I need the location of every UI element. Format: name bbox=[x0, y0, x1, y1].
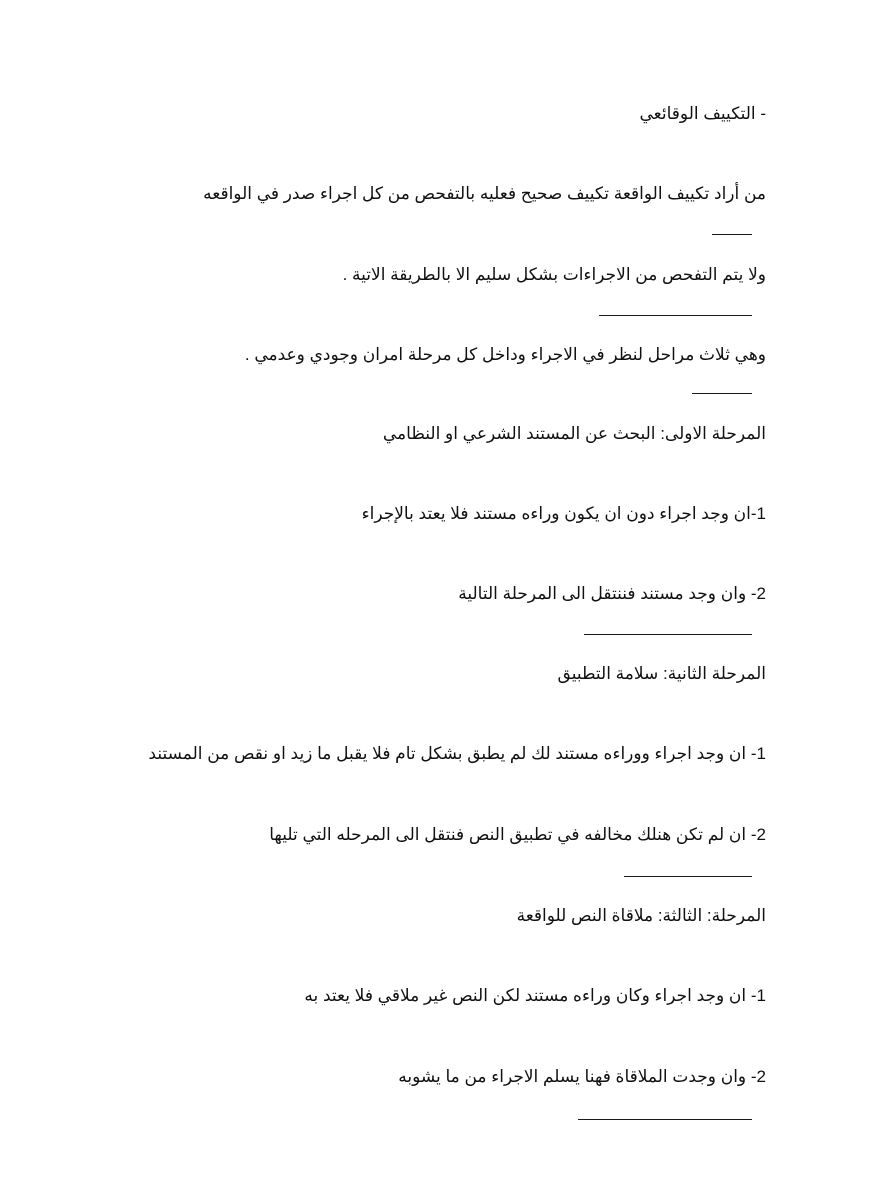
stage2-point2: 2- ان لم تكن هنلك مخالفه في تطبيق النص فنتقل الى المرحله التي تليها bbox=[269, 825, 766, 844]
stage3-point1: 1- ان وجد اجراء وكان وراءه مستند لكن النص غير ملاقي فلا يعتد به bbox=[304, 986, 766, 1005]
stage1-point1: 1-ان وجد اجراء دون ان يكون وراءه مستند فلا يعتد بالإجراء bbox=[361, 504, 766, 523]
stage2-heading: المرحلة الثانية: سلامة التطبيق bbox=[557, 664, 766, 683]
stage2-point1: 1- ان وجد اجراء ووراءه مستند لك لم يطبق بشكل تام فلا يقبل ما زيد او نقص من المستند bbox=[148, 744, 766, 763]
separator-line bbox=[599, 315, 752, 316]
stage1-heading: المرحلة الاولى: البحث عن المستند الشرعي او النظامي bbox=[382, 424, 766, 443]
stage1-point2: 2- وان وجد مستند فننتقل الى المرحلة التالية bbox=[458, 584, 766, 603]
intro-paragraph: من أراد تكييف الواقعة تكييف صحيح فعليه بالتفحص من كل اجراء صدر في الواقعه bbox=[203, 184, 766, 203]
stage3-heading: المرحلة: الثالثة: ملاقاة النص للواقعة bbox=[516, 906, 766, 925]
separator-line bbox=[692, 393, 752, 394]
method-paragraph: ولا يتم التفحص من الاجراءات بشكل سليم الا بالطريقة الاتية . bbox=[342, 265, 766, 284]
separator-line bbox=[624, 876, 752, 877]
stages-overview-paragraph: وهي ثلاث مراحل لنظر في الاجراء وداخل كل مرحلة امران وجودي وعدمي . bbox=[244, 345, 766, 364]
stage3-point2: 2- وان وجدت الملاقاة فهنا يسلم الاجراء من ما يشوبه bbox=[398, 1067, 766, 1086]
separator-line bbox=[584, 634, 752, 635]
separator-line bbox=[712, 234, 752, 235]
document-title: - التكييف الوقائعي bbox=[639, 104, 766, 123]
separator-line bbox=[578, 1119, 752, 1120]
